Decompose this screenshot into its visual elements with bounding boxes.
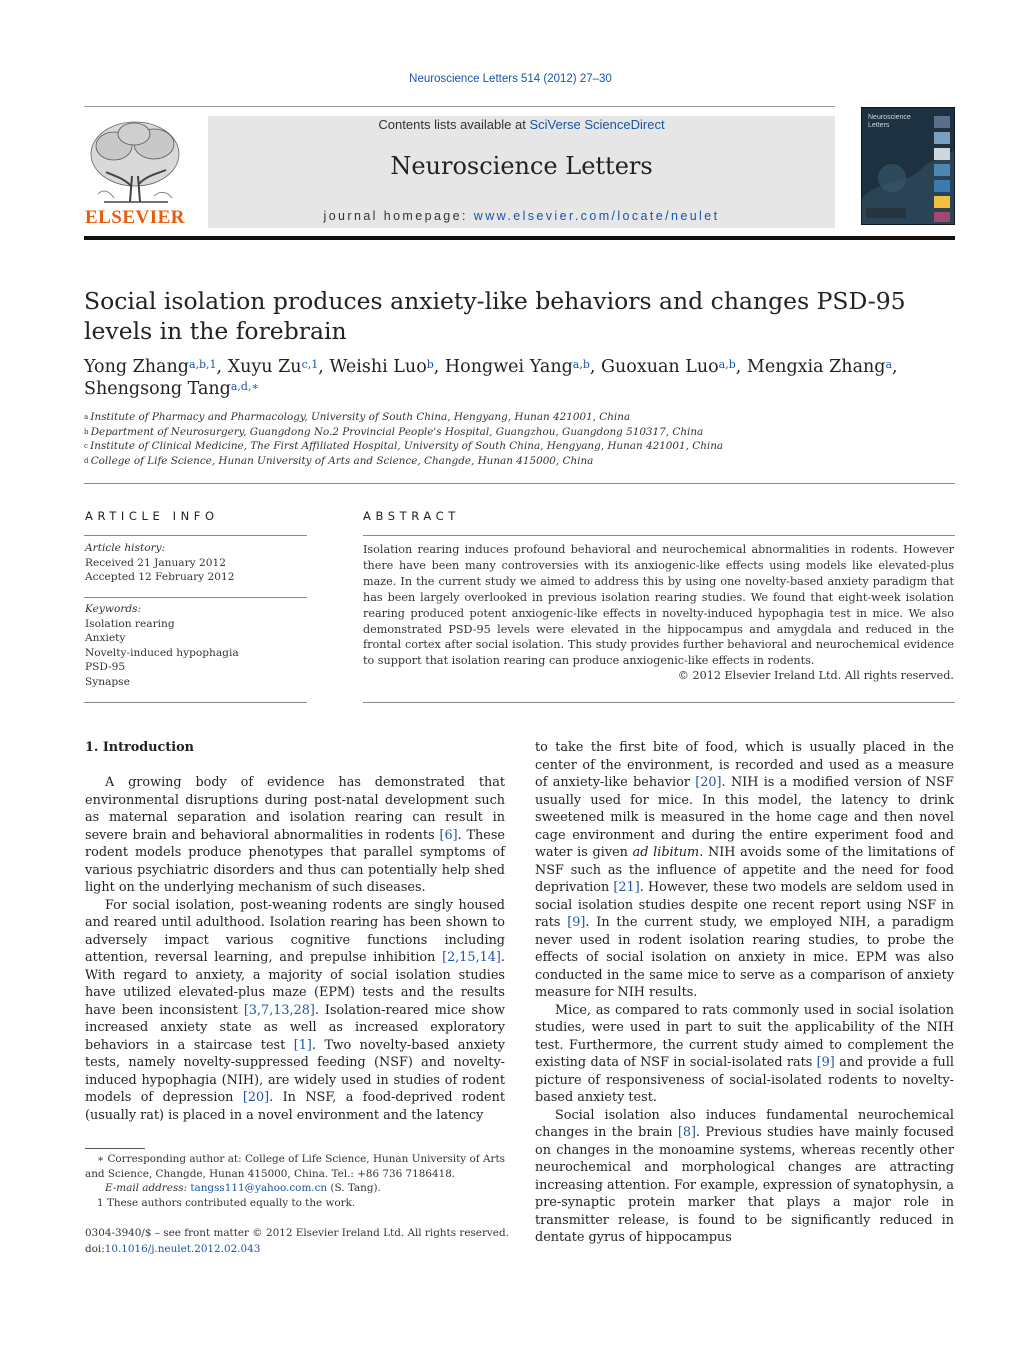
citation-link[interactable]: [6] [439, 827, 458, 843]
author-affiliation-marker[interactable]: b [426, 358, 434, 371]
keyword-item: Novelty-induced hypophagia [85, 646, 239, 659]
body-paragraph [535, 1107, 954, 1247]
text-run: . Previous studies have mainly focused on changes in the monoamine systems, whereas recently other neurochemical and morphological changes are attracting increasing attention. For example, expression of synatophysin, a pre-synaptic protein marker that plays a major role in transmitter release, is found to be significantly reduced in dentate gyrus of hippocampus [535, 1125, 954, 1245]
author-separator: , [318, 357, 330, 377]
author-affiliation-marker[interactable]: a,b [572, 358, 590, 371]
text-run: A growing body of evidence has demonstrated that environmental disruptions during post-natal development such as maternal separation and isolation rearing can result in severe brain and behavioral abnormalities in rodents [85, 775, 505, 843]
author-separator: , [892, 357, 898, 377]
text-run: . However, these two models are seldom used in social isolation studies despite one recent report using NSF in rats [535, 880, 954, 930]
affiliation-mark: b [84, 427, 91, 436]
affiliations [84, 410, 964, 468]
affiliation-text: Institute of Clinical Medicine, The First Affiliated Hospital, University of South China, Hengyang, Hunan 421001, China [90, 440, 724, 452]
author-email-link[interactable]: tangss111@yahoo.com.cn [190, 1182, 328, 1195]
affiliation-text: College of Life Science, Hunan University of Arts and Science, Changde, Hunan 415000, China [90, 454, 594, 467]
body-column-right [535, 739, 954, 1247]
issn-line: 0304-3940/$ – see front matter © 2012 Elsevier Ireland Ltd. All rights reserved. [85, 1227, 509, 1239]
author-name[interactable]: Shengsong Tang [84, 379, 231, 399]
text-run: For social isolation, post-weaning rodents are singly housed and reared until adulthood. Isolation rearing has been shown to adversely impact various cognitive functions including attention, reversal learning, and prepulse inhibition [85, 897, 505, 965]
author-separator: , [589, 357, 602, 377]
citation-link[interactable]: [8] [677, 1125, 697, 1140]
keywords-block [85, 602, 307, 689]
elsevier-wordmark: ELSEVIER [84, 207, 186, 228]
homepage-prefix: journal homepage: [323, 209, 474, 223]
author-name[interactable]: Yong Zhang [84, 357, 189, 377]
equal-contribution-note: 1 These authors contributed equally to the work. [97, 1196, 356, 1209]
text-run: and provide a full picture of responsiveness of social-isolated rodents to novelty-based anxiety test. [535, 1055, 954, 1105]
author-name[interactable]: Mengxia Zhang [746, 357, 886, 377]
journal-cover-image[interactable] [861, 107, 955, 225]
text-run: . NIH is a modified version of NSF usually used for mice. In this model, the latency to drink sweetened milk is measured in the home cage and then novel cage environment and during the entire experiment food and water is given [535, 775, 954, 860]
author-affiliation-marker[interactable]: a [885, 358, 893, 371]
text-run: . With regard to anxiety, a majority of social isolation studies have utilized elevated-plus maze (EPM) tests and the results have been inconsistent [85, 950, 505, 1018]
text-run: . NIH avoids some of the limitations of NSF such as the influence of appetite and the need for food deprivation [535, 845, 955, 895]
body-paragraph [85, 774, 505, 897]
article-title: Social isolation produces anxiety-like behaviors and changes PSD-95 levels in the forebrain [84, 287, 906, 345]
text-run: . Two novelty-based anxiety tests, namely novelty-suppressed feeding (NSF) and novelty-induced hypophagia (NIH), are widely used in studies of rodent models of depression [85, 1037, 506, 1105]
author-name[interactable]: Guoxuan Luo [601, 357, 719, 377]
citation-link[interactable]: [3,7,13,28] [243, 1002, 315, 1018]
keyword-list [85, 617, 307, 690]
article-history [85, 541, 307, 585]
divider-keywords [84, 597, 307, 598]
keyword-item: Anxiety [85, 632, 126, 644]
homepage-link[interactable]: www.elsevier.com/locate/neulet [473, 209, 720, 223]
author-affiliation-marker[interactable]: a,b [718, 358, 736, 371]
text-run: . These rodent models produce phenotypes that parallel symptoms of various psychiatric disorders and thus can potentially help shed light on the underlying mechanism of such diseases. [85, 827, 505, 895]
citation-link[interactable]: [20] [242, 1090, 270, 1105]
divider-info-top [84, 535, 307, 536]
affiliation-text: Department of Neurosurgery, Guangdong No.2 Provincial People's Hospital, Guangzhou, Guangdong 510317, China [90, 425, 704, 438]
doi-line [85, 1242, 525, 1258]
sciencedirect-link[interactable]: SciVerse ScienceDirect [529, 117, 665, 132]
abstract-heading: ABSTRACT [363, 509, 460, 523]
journal-title: Neuroscience Letters [390, 152, 653, 180]
text-run: Social isolation also induces fundamental neurochemical changes in the brain [535, 1107, 954, 1140]
divider-abstract-bottom [363, 702, 955, 703]
header-bottom-rule [84, 236, 955, 240]
citation-link[interactable]: [2,15,14] [442, 950, 501, 965]
doi-prefix: doi: [85, 1242, 105, 1255]
article-info-heading: ARTICLE INFO [85, 509, 219, 523]
body-paragraph [535, 739, 954, 1002]
footnote-rule [85, 1148, 145, 1149]
divider-abstract-top [363, 535, 955, 536]
body-column-left [85, 774, 505, 1124]
affiliation-mark: d [84, 456, 91, 465]
text-run: . In the current study, we employed NIH, a paradigm never used in rodent isolation rearing studies, to probe the effects of social isolation on anxiety in mice. EPM was also conducted in the same mice to serve as a comparison of anxiety measure for NIH results. [535, 915, 954, 1000]
homepage-line [208, 209, 835, 223]
author-affiliation-marker[interactable]: c,1 [301, 358, 319, 371]
keyword-item: PSD-95 [85, 661, 126, 673]
keyword-item: Synapse [85, 675, 130, 688]
author-name[interactable]: Xuyu Zu [227, 357, 302, 377]
accepted-date: Accepted 12 February 2012 [85, 571, 235, 583]
email-note [85, 1181, 505, 1196]
contents-line [208, 117, 835, 132]
italic-text: ad libitum [632, 845, 700, 860]
affiliation-mark: a [84, 413, 91, 421]
author-name[interactable]: Hongwei Yang [444, 357, 573, 377]
divider-info-bottom [84, 702, 307, 703]
doi-link[interactable]: 10.1016/j.neulet.2012.02.043 [104, 1242, 261, 1255]
abstract-copyright: © 2012 Elsevier Ireland Ltd. All rights reserved. [677, 669, 954, 682]
text-run: . Isolation-reared mice show increased anxiety state as well as increased exploratory behaviors in a staircase test [85, 1002, 505, 1053]
author-separator: , [433, 357, 445, 377]
affiliation-item [84, 454, 964, 469]
author-separator: , [216, 357, 228, 377]
affiliation-item [84, 439, 964, 454]
author-name[interactable]: Weishi Luo [329, 357, 427, 377]
affiliation-item [84, 410, 964, 425]
footnotes [85, 1152, 505, 1210]
affiliation-item [84, 425, 964, 440]
affiliation-text: Institute of Pharmacy and Pharmacology, University of South China, Hengyang, Hunan 421001, China [90, 411, 631, 423]
body-paragraph [535, 1002, 954, 1107]
keywords-label: Keywords: [85, 603, 142, 615]
history-label: Article history: [85, 542, 166, 554]
section-heading-introduction: 1. Introduction [85, 740, 194, 755]
text-run: Mice, as compared to rats commonly used in social isolation studies, were used in part to suit the applicability of the NIH test. Furthermore, the current study aimed to complement the existing data of NSF in social-isolated rats [535, 1002, 954, 1070]
email-suffix: (S. Tang). [327, 1182, 381, 1195]
citation-link[interactable]: [20] [695, 775, 722, 790]
author-affiliation-marker[interactable]: a,b,1 [188, 358, 217, 371]
citation-link[interactable]: [21] [613, 880, 640, 895]
affiliation-mark: c [84, 442, 91, 450]
body-paragraph [85, 897, 505, 1125]
text-run: to take the first bite of food, which is usually placed in the center of the environment, is recorded and used as a measure of anxiety-like behavior [535, 740, 954, 790]
citation-link[interactable]: [9] [816, 1055, 835, 1070]
author-separator: , [735, 357, 747, 377]
cover-title: Neuroscience Letters [868, 114, 911, 129]
text-run: . In NSF, a food-deprived rodent (usually rat) is placed in a novel environment and the latency [85, 1090, 506, 1123]
contents-prefix: Contents lists available at [378, 117, 530, 132]
citation-link[interactable]: [9] [567, 915, 586, 930]
journal-reference[interactable]: Neuroscience Letters 514 (2012) 27–30 [409, 73, 612, 85]
corresponding-author-note: ∗ Corresponding author at: College of Life Science, Hunan University of Arts and Science, Changde, Hunan 415000, China. Tel.: +86 736 7186418. [85, 1153, 505, 1180]
header-top-rule [84, 106, 835, 107]
author-affiliation-marker[interactable]: a,d,∗ [230, 380, 259, 393]
keyword-item: Isolation rearing [85, 617, 175, 630]
author-list [84, 356, 964, 400]
citation-link[interactable]: [1] [293, 1037, 312, 1053]
front-matter [85, 1226, 525, 1257]
abstract-text: Isolation rearing induces profound behavioral and neurochemical abnormalities in rodents. However there have been many controversies with its anxiogenic-like effects using models like elevated-plus maze. In the current study we aimed to address this by using one novelty-based anxiety paradigm that has been largely overlooked in previous isolation rearing studies. We found that eight-week isolation rearing produced potent anxiogenic-like effects in novelty-induced hypophagia test in mice. We also demonstrated PSD-95 levels were elevated in the hippocampus and amygdala and reduced in the frontal cortex after social isolation. This study provides further behavioral and neurochemical evidence to support that isolation rearing can produce anxiogenic-like effects in rodents. [363, 543, 954, 668]
received-date: Received 21 January 2012 [85, 556, 226, 569]
email-label: E-mail address: [105, 1182, 191, 1195]
divider-affiliations [84, 483, 955, 484]
